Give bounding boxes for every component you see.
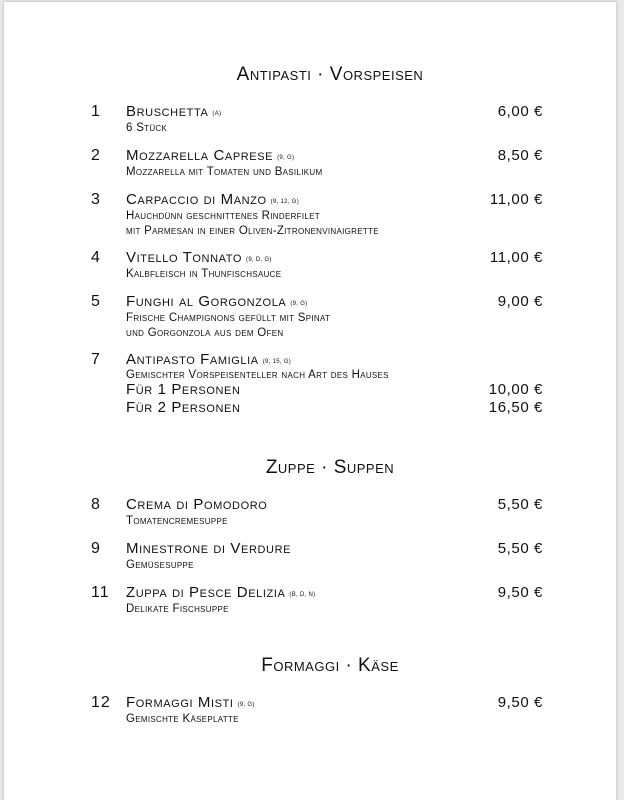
item-name: Formaggi Misti (9, G) xyxy=(126,694,255,711)
item-name: Antipasto Famiglia (9, 15, G) xyxy=(126,351,292,368)
portion-option xyxy=(4,399,616,417)
section-title-antipasti: Antipasti · Vorspeisen xyxy=(236,64,424,85)
item-price: 9,50 € xyxy=(497,584,543,601)
item-description: Frische Champignons gefüllt mit Spinat xyxy=(126,312,331,324)
item-allergens: (B, D, N) xyxy=(289,592,316,598)
item-description: Hauchdünn geschnittenes Rinderfilet xyxy=(126,210,320,222)
item-number: 1 xyxy=(91,103,101,120)
item-description: mit Parmesan in einer Oliven-Zitronenvinaigrette xyxy=(126,225,379,237)
item-name: Funghi al Gorgonzola (9, G) xyxy=(126,293,308,310)
item-description: Mozzarella mit Tomaten und Basilikum xyxy=(126,166,323,178)
item-description: 6 Stück xyxy=(126,122,168,134)
menu-page xyxy=(4,2,616,800)
item-price: 5,50 € xyxy=(497,496,543,513)
item-price: 5,50 € xyxy=(497,540,543,557)
option-label: Für 1 Personen xyxy=(126,381,241,398)
item-name: Mozzarella Caprese (9, G) xyxy=(126,147,295,164)
item-number: 2 xyxy=(91,147,101,164)
section-title-formaggi: Formaggi · Käse xyxy=(261,655,399,676)
item-description: Gemischter Vorspeisenteller nach Art des Hauses xyxy=(126,369,389,381)
item-allergens: (9, D, G) xyxy=(246,257,272,263)
item-number: 4 xyxy=(91,249,101,266)
item-price: 11,00 € xyxy=(489,191,543,208)
item-description: Kalbfleisch in Thunfischsauce xyxy=(126,268,282,280)
option-price: 16,50 € xyxy=(488,399,543,416)
option-label: Für 2 Personen xyxy=(126,399,241,416)
item-name: Crema di Pomodoro xyxy=(126,496,268,513)
item-name: Zuppa di Pesce Delizia (B, D, N) xyxy=(126,584,316,601)
item-allergens: (9, G) xyxy=(290,301,308,307)
item-price: 11,00 € xyxy=(489,249,543,266)
item-description: Gemüsesuppe xyxy=(126,559,194,571)
item-name: Vitello Tonnato (9, D, G) xyxy=(126,249,272,266)
item-allergens: (9, G) xyxy=(237,702,255,708)
item-description: und Gorgonzola aus dem Ofen xyxy=(126,327,284,339)
item-name: Carpaccio di Manzo (9, 12, G) xyxy=(126,191,300,208)
section-title-zuppe: Zuppe · Suppen xyxy=(265,457,395,478)
item-price: 6,00 € xyxy=(497,103,543,120)
item-allergens: (9, 15, G) xyxy=(262,359,292,365)
item-number: 11 xyxy=(91,584,110,601)
item-allergens: (A) xyxy=(212,111,222,117)
item-number: 8 xyxy=(91,496,101,513)
portion-option xyxy=(4,381,616,399)
item-number: 9 xyxy=(91,540,101,557)
item-number: 7 xyxy=(91,351,101,368)
item-allergens: (9, 12, G) xyxy=(270,199,300,205)
item-name: Minestrone di Verdure xyxy=(126,540,292,557)
item-description: Gemischte Käseplatte xyxy=(126,713,239,725)
item-number: 12 xyxy=(91,694,111,711)
option-price: 10,00 € xyxy=(488,381,543,398)
item-price: 8,50 € xyxy=(497,147,543,164)
item-price: 9,50 € xyxy=(497,694,543,711)
item-allergens: (9, G) xyxy=(277,155,295,161)
item-description: Tomatencremesuppe xyxy=(126,515,228,527)
item-name: Bruschetta (A) xyxy=(126,103,222,120)
item-description: Delikate Fischsuppe xyxy=(126,603,229,615)
item-price: 9,00 € xyxy=(497,293,543,310)
item-number: 5 xyxy=(91,293,101,310)
item-number: 3 xyxy=(91,191,101,208)
